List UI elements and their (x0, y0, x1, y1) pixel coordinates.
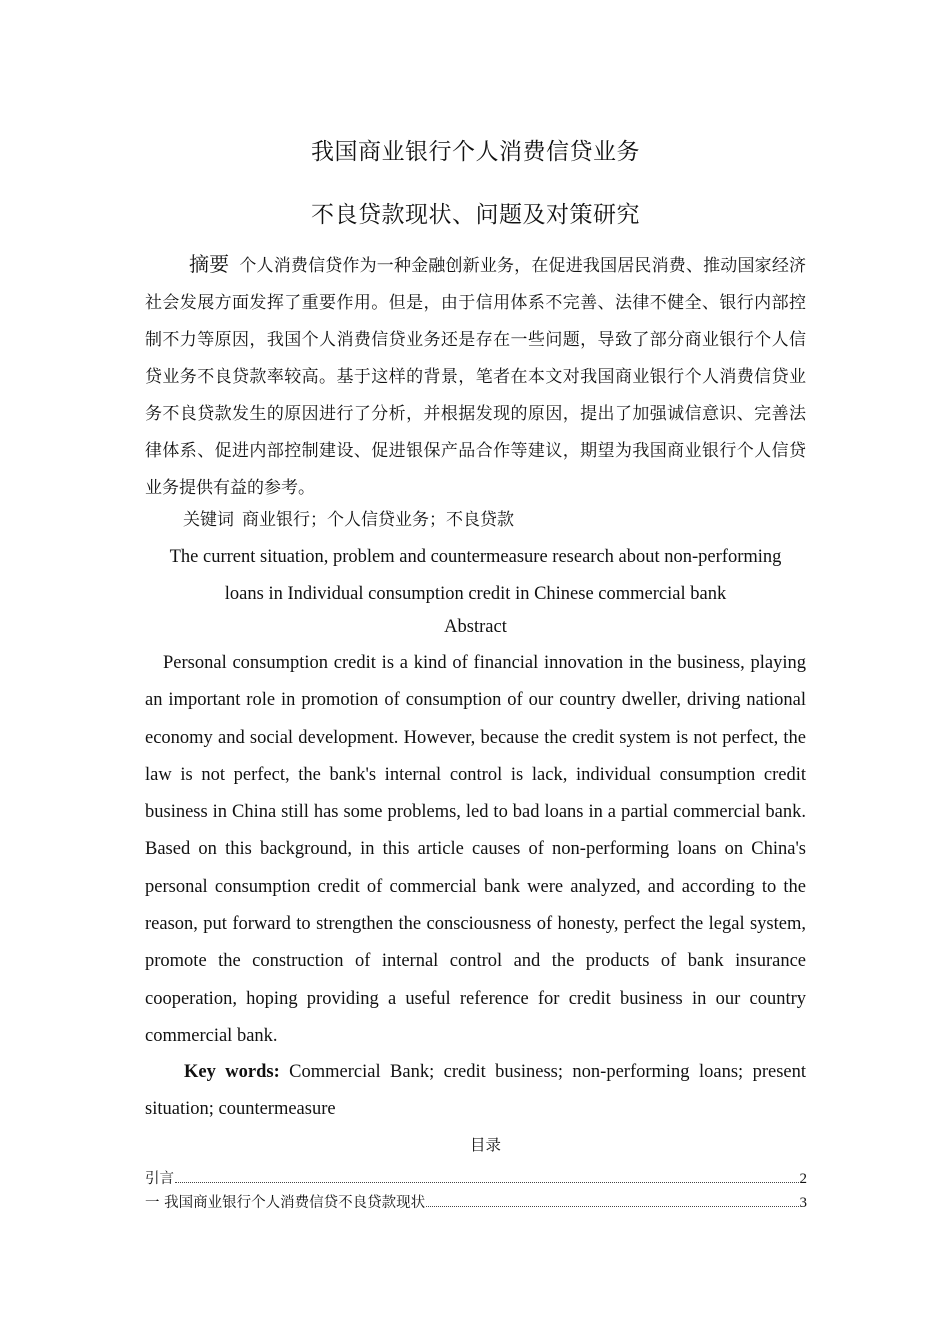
toc-entry-label: 一 我国商业银行个人消费信贷不良贷款现状 (145, 1195, 426, 1211)
toc-entry-page: 3 (799, 1195, 807, 1211)
english-title-line-1: The current situation, problem and countermeasure research about non-performing (169, 547, 782, 567)
chinese-keywords-text: 商业银行；个人信贷业务；不良贷款 (242, 510, 514, 530)
chinese-abstract-text: 个人消费信贷作为一种金融创新业务，在促进我国居民消费、推动国家经济社会发展方面发挥了重要作用。但是，由于信用体系不完善、法律不健全、银行内部控制不力等原因，我国个人消费信贷业务还是存在一些问题，导致了部分商业银行个人信贷业务不良贷款率较高。基于这样的背景，笔者在本文对我国商业银行个人消费信贷业务不良贷款发生的原因进行了分析，并根据发现的原因，提出了加强诚信意识、完善法律体系、促进内部控制建设、促进银保产品合作等建议，期望为我国商业银行个人信贷业务提供有益的参考。 (145, 256, 807, 498)
english-title-line-2: loans in Individual consumption credit in Chinese commercial bank (224, 584, 727, 604)
toc-dot-leader (426, 1205, 798, 1207)
chinese-abstract (145, 246, 806, 507)
chinese-keywords (183, 507, 803, 533)
english-keywords-text: Commercial Bank; credit business; non-performing loans; present situation; countermeasure (145, 1062, 806, 1120)
document-title-line-2: 不良贷款现状、问题及对策研究 (311, 202, 640, 228)
toc-entry[interactable] (145, 1167, 807, 1191)
toc-entry-label: 引言 (145, 1171, 174, 1187)
toc-entry-page: 2 (799, 1171, 807, 1187)
english-keywords (145, 1054, 806, 1129)
toc-dot-leader (175, 1181, 799, 1183)
toc-heading: 目录 (469, 1136, 501, 1154)
chinese-abstract-label: 摘要 (189, 252, 230, 276)
english-abstract-text: Personal consumption credit is a kind of financial innovation in the business, playing an important role in promotion of consumption of our country dweller, driving national economy and social development. However, because the credit system is not perfect, the law is not perfect, the bank's internal control is lack, individual consumption credit business in China still has some problems, led to bad loans in a partial commercial bank. Based on this background, in this article causes of non-performing loans on China's personal consumption credit of commercial bank were analyzed, and according to the reason, put forward to strengthen the consciousness of honesty, perfect the legal system, promote the construction of internal control and the products of bank insurance cooperation, hoping providing a useful reference for credit business in our country commercial bank. (145, 653, 806, 1046)
toc-entry[interactable] (145, 1191, 807, 1215)
english-keywords-label: Key words: (184, 1062, 280, 1082)
table-of-contents (145, 1167, 807, 1215)
english-abstract-heading: Abstract (444, 617, 507, 637)
document-title-line-1: 我国商业银行个人消费信贷业务 (311, 139, 640, 165)
english-title (145, 539, 806, 613)
chinese-keywords-label: 关键词 (183, 510, 234, 530)
